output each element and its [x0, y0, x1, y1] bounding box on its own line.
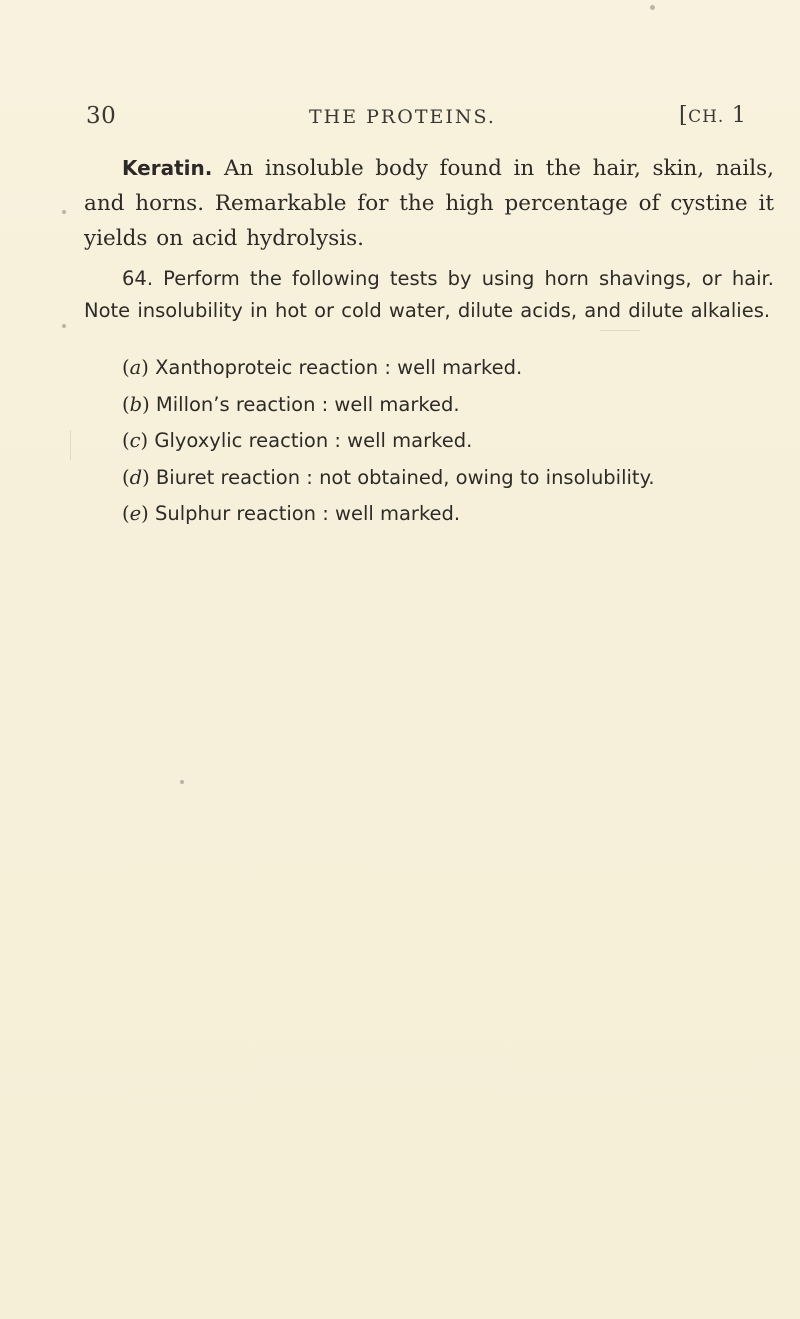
experiment-paragraph: 64. Perform the following tests by using horn shavings, or hair. Note insolubility in hot or cold water, dilute acids, and dilute alkalies.	[84, 267, 774, 322]
paper-speck	[62, 210, 66, 214]
test-item-e	[122, 499, 772, 536]
test-text: Glyoxylic reaction : well marked.	[154, 429, 473, 452]
test-item-c	[122, 426, 772, 463]
test-item-a	[122, 353, 772, 390]
paper-mark	[600, 330, 640, 331]
running-title: THE PROTEINS.	[309, 106, 496, 128]
chapter-bracket: [	[679, 103, 689, 128]
chapter-mark	[679, 103, 746, 128]
keratin-description: An insoluble body found in the hair, skin, nails, and horns. Remarkable for the high percentage of cystine it yields on acid hydrolysis.	[84, 156, 774, 251]
test-item-d	[122, 463, 772, 500]
test-marker: (b)	[122, 392, 150, 416]
keratin-term: Keratin.	[122, 156, 213, 180]
paper-speck	[180, 780, 184, 784]
test-list	[122, 353, 772, 536]
paper-mark	[70, 430, 71, 460]
test-marker: (e)	[122, 502, 149, 525]
running-head	[0, 103, 800, 139]
test-text: Sulphur reaction : well marked.	[154, 502, 461, 525]
test-text: Biuret reaction : not obtained, owing to insolubility.	[155, 465, 655, 489]
test-marker: (c)	[122, 429, 149, 452]
test-text: Millon’s reaction : well marked.	[155, 392, 460, 416]
test-text: Xanthoproteic reaction : well marked.	[155, 356, 523, 379]
paper-speck	[650, 5, 655, 10]
test-item-b	[122, 390, 772, 427]
paper-speck	[62, 324, 66, 328]
chapter-label: CH.	[688, 107, 725, 127]
page-number: 30	[86, 103, 117, 129]
chapter-number: 1	[731, 103, 747, 128]
keratin-paragraph	[84, 151, 774, 256]
test-marker: (d)	[122, 465, 150, 489]
test-marker: (a)	[122, 356, 149, 379]
